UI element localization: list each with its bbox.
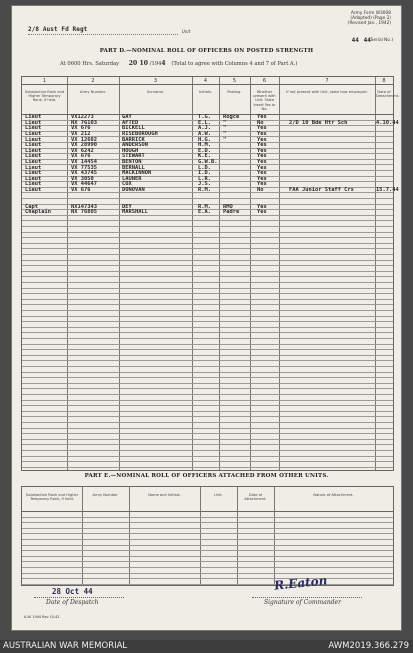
row-present: Yes	[257, 164, 267, 171]
row-rule	[22, 405, 393, 406]
row-rank: Lieut	[25, 164, 42, 171]
row-posting: Padre	[223, 209, 240, 216]
column-divider	[82, 487, 83, 585]
row-rank: Capt	[25, 203, 38, 210]
row-posting: "	[223, 131, 227, 137]
date-value: 20 10	[128, 60, 149, 67]
row-number: VX 6242	[71, 147, 94, 154]
serial-value: 44	[351, 37, 359, 44]
row-rule	[22, 411, 393, 412]
row-initials: T.G.	[198, 114, 211, 121]
row-rule	[22, 254, 393, 255]
row-rule	[22, 360, 393, 361]
row-present: Yes	[257, 147, 267, 154]
header-divider	[22, 511, 393, 512]
row-rule	[22, 349, 393, 350]
column-header: Initials.	[199, 90, 212, 94]
row-rule	[22, 276, 393, 277]
row-present: Yes	[257, 125, 267, 132]
row-rank: Chaplain	[25, 209, 51, 216]
row-rule	[22, 422, 393, 423]
row-rule	[22, 232, 393, 233]
row-surname: GAY	[122, 114, 132, 121]
row-surname: DONOVAN	[122, 187, 145, 193]
row-rule	[22, 293, 393, 294]
form-number-block	[348, 11, 391, 26]
row-initials: E.A.	[198, 209, 211, 216]
row-rule	[22, 522, 393, 523]
row-rank: Lieut	[25, 187, 42, 193]
row-rule	[22, 416, 393, 417]
footer-bar	[0, 640, 413, 653]
row-surname: BARRICK	[122, 136, 145, 143]
row-rank: Lieut	[25, 170, 42, 177]
row-initials: J.S.	[198, 181, 211, 188]
column-divider	[237, 487, 238, 585]
column-header: Nature of Attachment.	[313, 493, 354, 497]
row-rule	[22, 539, 393, 540]
row-posting: "	[223, 125, 227, 132]
row-present: Yes	[257, 136, 267, 143]
row-rule	[22, 248, 393, 249]
unit-value: 2/8 Aust Fd Regt	[28, 26, 88, 33]
signature-label: Signature of Commander	[264, 599, 341, 606]
column-divider	[200, 487, 201, 585]
row-rule	[22, 226, 393, 227]
row-rank: Lieut	[25, 175, 42, 182]
row-rank: Lieut	[25, 142, 42, 149]
row-present: Yes	[257, 209, 267, 216]
row-rule	[22, 400, 393, 401]
column-header: Date of Attachment.	[244, 493, 267, 502]
row-surname: BERNALL	[122, 164, 145, 171]
form-revised: (Revised Jan., 1942)	[347, 21, 391, 26]
part-e-table	[21, 486, 394, 586]
row-rule	[22, 316, 393, 317]
row-rank: Lieut	[25, 119, 42, 126]
row-rule	[22, 271, 393, 272]
serial-value-2: 44	[363, 37, 371, 44]
row-initials: A.J.	[198, 125, 211, 132]
column-number: 5	[232, 77, 237, 84]
row-present: Yes	[257, 175, 267, 182]
row-surname: AFTED	[122, 119, 139, 126]
column-header: Posting.	[227, 90, 242, 94]
row-present: Yes	[257, 153, 267, 160]
row-surname: ANDERSON	[122, 142, 148, 149]
date-prefix: At 0600 Hrs. Saturday	[60, 61, 120, 67]
row-rule	[22, 556, 393, 557]
row-rule	[22, 450, 393, 451]
row-initials: I.D.	[198, 170, 211, 177]
signature-underline	[252, 597, 362, 598]
year-prefix: /194	[149, 61, 162, 67]
column-header: Name and Initials.	[148, 493, 181, 497]
row-number: VX 676	[71, 125, 91, 132]
unit-underline	[28, 34, 178, 35]
column-header: Substantive Rank and Higher Temporary Rank, if held.	[24, 90, 65, 103]
row-rule	[22, 533, 393, 534]
row-rule	[22, 260, 393, 261]
form-number: Army Form W3008	[350, 11, 391, 16]
row-initials: A.W.	[198, 131, 211, 137]
row-present: No	[257, 187, 264, 193]
row-rule	[22, 550, 393, 551]
row-number: NX 76805	[71, 209, 97, 216]
column-header: Whether present with Unit. State Insert Yes or No.	[253, 90, 276, 111]
footer-accession: AWM2019.366.279	[328, 641, 409, 651]
row-date: 4.10.44	[376, 119, 399, 126]
row-number: VX12273	[71, 114, 94, 121]
row-initials: L.R.	[198, 175, 211, 182]
row-number: VX 44647	[71, 181, 97, 188]
row-rule	[22, 220, 393, 221]
row-rank: Lieut	[25, 181, 42, 188]
column-header: Surname.	[146, 90, 165, 94]
row-initials: R.M.	[198, 187, 211, 193]
row-rule	[22, 344, 393, 345]
row-surname: RISEBOROUGH	[122, 131, 158, 137]
column-number: 6	[262, 77, 267, 84]
column-number: 7	[325, 77, 329, 84]
row-surname: MARSHALL	[122, 209, 148, 216]
row-number: VX 43745	[71, 170, 97, 177]
row-number: VX 212	[71, 131, 91, 137]
header-divider	[22, 84, 393, 85]
row-employed: 2/D 10 Bde Htr Sch	[289, 119, 348, 126]
row-initials: E.L.	[198, 119, 211, 126]
despatch-label: Date of Despatch	[46, 599, 99, 606]
row-rule	[22, 578, 393, 579]
row-rule	[22, 243, 393, 244]
row-initials: G.W.B.	[198, 159, 218, 165]
row-employed: FAA Junior Staff Crs	[289, 187, 354, 193]
row-initials: H.G.	[198, 136, 211, 143]
row-rule	[22, 372, 393, 373]
row-initials: E.D.	[198, 147, 211, 154]
row-rule	[22, 433, 393, 434]
row-surname: HOUGH	[122, 147, 139, 154]
row-rule	[22, 545, 393, 546]
row-rule	[22, 517, 393, 518]
row-rule	[22, 338, 393, 339]
row-surname: MACKINNON	[122, 170, 152, 177]
column-number: 1	[42, 77, 47, 84]
row-present: No	[257, 119, 264, 126]
row-rule	[22, 388, 393, 389]
form-adapted: (Adapted) (Page 2)	[350, 16, 391, 21]
row-surname: BENTON	[122, 159, 142, 165]
row-number: VX 676	[71, 187, 91, 193]
form-sheet	[12, 6, 401, 630]
row-number: NX 76103	[71, 119, 97, 126]
row-date: 15.7.44	[376, 187, 399, 193]
row-initials: L.D.	[198, 164, 211, 171]
row-rule	[22, 366, 393, 367]
row-rule	[22, 439, 393, 440]
row-rule	[22, 456, 393, 457]
row-posting: "	[223, 136, 227, 143]
row-surname: STEWART	[122, 153, 145, 160]
year-value: 4	[161, 60, 166, 67]
row-rule	[22, 394, 393, 395]
row-rank: Lieut	[25, 114, 42, 121]
column-divider	[129, 487, 130, 585]
row-rule	[22, 528, 393, 529]
row-present: Yes	[257, 203, 267, 210]
row-surname: COX	[122, 181, 132, 188]
column-header: Unit.	[214, 493, 223, 497]
column-number: 4	[203, 77, 208, 84]
column-number: 8	[382, 77, 386, 84]
row-surname: DEY	[122, 203, 132, 210]
row-rule	[22, 467, 393, 468]
row-rule	[22, 444, 393, 445]
row-surname: BICKELL	[122, 125, 145, 132]
row-present: Yes	[257, 114, 267, 121]
row-rule	[22, 561, 393, 562]
column-header: Army Number.	[80, 90, 106, 94]
unit-label: Unit	[182, 29, 191, 34]
row-surname: LAUNER	[122, 175, 142, 182]
row-rank: Lieut	[25, 153, 42, 160]
row-initials: K.E.	[198, 153, 211, 160]
column-number: 2	[91, 77, 95, 84]
footer-institution: AUSTRALIAN WAR MEMORIAL	[3, 641, 128, 651]
row-rule	[22, 428, 393, 429]
row-rank: Lieut	[25, 159, 42, 165]
row-number: NX147343	[71, 203, 97, 210]
row-present: Yes	[257, 181, 267, 188]
part-d-date-line	[60, 60, 297, 67]
row-rule	[22, 461, 393, 462]
row-number: VX 676	[71, 153, 91, 160]
row-rule	[22, 332, 393, 333]
row-number: VX 77535	[71, 164, 97, 171]
row-rank: Lieut	[25, 147, 42, 154]
despatch-underline	[34, 597, 124, 598]
column-divider	[274, 487, 275, 585]
column-number: 3	[153, 77, 158, 84]
row-initials: H.M.	[198, 142, 211, 149]
row-present: Yes	[257, 142, 267, 149]
row-number: VX 14454	[71, 159, 97, 165]
commander-signature: R.Eaton	[273, 573, 328, 593]
row-rule	[22, 288, 393, 289]
row-present: Yes	[257, 159, 267, 165]
part-d-title: PART D.—NOMINAL ROLL OF OFFICERS ON POSTED STRENGTH	[99, 48, 314, 54]
row-rank: Lieut	[25, 125, 42, 132]
part-e-title: PART E.—NOMINAL ROLL OF OFFICERS ATTACHED FROM OTHER UNITS.	[84, 473, 329, 479]
row-rule	[22, 377, 393, 378]
row-rule	[22, 321, 393, 322]
row-rule	[22, 567, 393, 568]
row-rule	[22, 327, 393, 328]
row-posting: Rogce	[223, 114, 240, 121]
row-rule	[22, 304, 393, 305]
row-rule	[22, 310, 393, 311]
row-rule	[22, 265, 393, 266]
row-number: VX 12602	[71, 136, 97, 143]
row-rule	[22, 573, 393, 574]
column-header: If not present with Unit, state how employed.	[286, 90, 368, 94]
row-posting: "	[223, 119, 227, 126]
row-rank: Lieut	[25, 131, 42, 137]
row-present: Yes	[257, 170, 267, 177]
printer-code: A.W. 1944 Rev 10-42	[24, 615, 60, 619]
row-number: VX 28990	[71, 142, 97, 149]
date-suffix: (Total to agree with Columns 4 and 7 of Part A.)	[171, 61, 298, 67]
row-rank: Lieut	[25, 136, 42, 143]
row-rule	[22, 355, 393, 356]
row-rule	[22, 299, 393, 300]
row-rule	[22, 198, 393, 199]
row-rule	[22, 584, 393, 585]
column-header: Date of Detachment.	[376, 90, 400, 99]
part-d-table	[21, 76, 400, 471]
column-header: Substantive Rank and Higher Temporary Rank, if held.	[25, 493, 79, 502]
column-header: Army Number.	[92, 493, 119, 497]
row-present: Yes	[257, 131, 267, 137]
row-number: VX 3050	[71, 175, 94, 182]
row-initials: R.M.	[198, 203, 211, 210]
row-rule	[22, 237, 393, 238]
despatch-date: 28 Oct 44	[52, 587, 93, 596]
row-rule	[22, 383, 393, 384]
row-posting: RMO	[223, 203, 233, 210]
serial-label: (Serial No.)	[368, 38, 393, 43]
row-rule	[22, 282, 393, 283]
